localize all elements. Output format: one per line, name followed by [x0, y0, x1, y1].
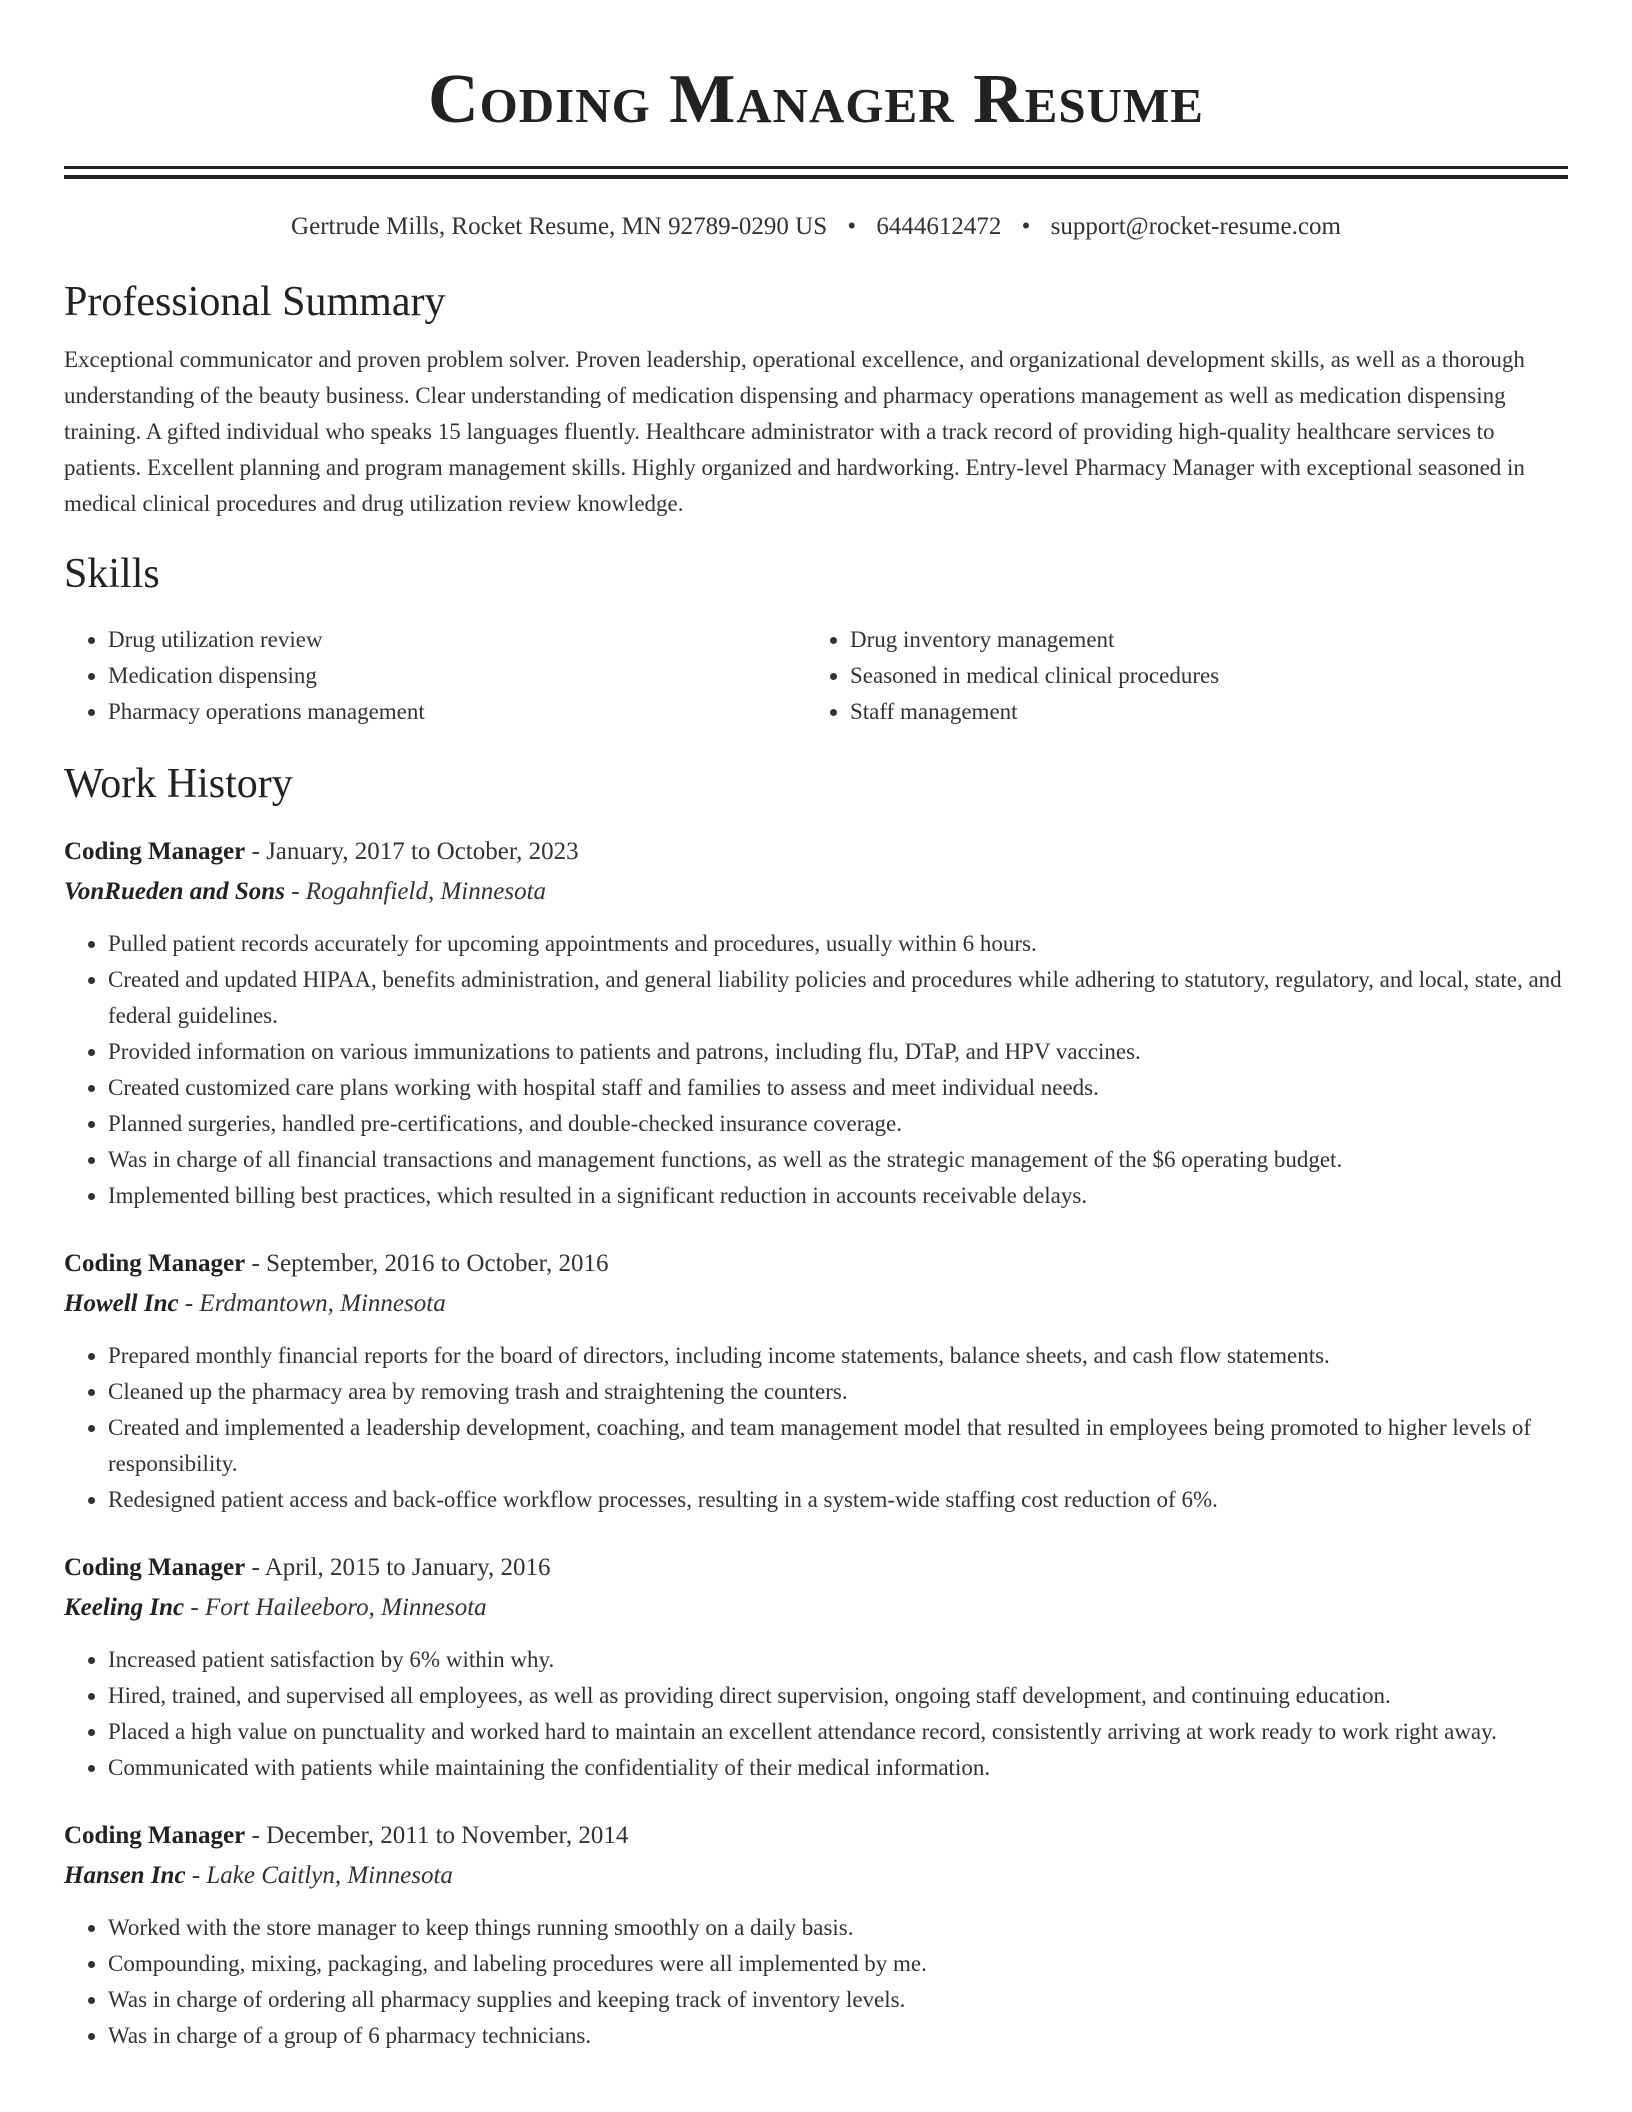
job-bullet: • Prepared monthly financial reports for the board of directors, including income statements, balance sheets, and cash flow statements.: [108, 1338, 1568, 1374]
skill-item: • Staff management: [850, 694, 1548, 730]
title-divider: [64, 166, 1568, 179]
job-dates: - April, 2015 to January, 2016: [245, 1554, 551, 1581]
job-dates: - September, 2016 to October, 2016: [245, 1250, 609, 1277]
job-title-line: [64, 834, 1568, 870]
job-bullet: • Created and updated HIPAA, benefits administration, and general liability policies and procedures while adhering to statutory, regulatory, and local, state, and federal guidelines.: [108, 962, 1568, 1034]
contact-phone: 6444612472: [876, 213, 1002, 240]
job-role: Coding Manager: [64, 1554, 246, 1581]
contact-line: [64, 210, 1568, 244]
job-company: Keeling Inc: [64, 1594, 185, 1621]
resume-page: [64, 0, 1568, 2054]
job-bullets: [64, 1910, 1568, 2054]
skills-list: [64, 622, 1568, 730]
job-bullets: [64, 926, 1568, 1214]
job-bullet: • Placed a high value on punctuality and worked hard to maintain an excellent attendance record, consistently arriving at work ready to work right away.: [108, 1714, 1568, 1750]
job-title-line: [64, 1818, 1568, 1854]
job-bullet: • Worked with the store manager to keep things running smoothly on a daily basis.: [108, 1910, 1568, 1946]
job-bullet: • Was in charge of ordering all pharmacy supplies and keeping track of inventory levels.: [108, 1982, 1568, 2018]
job-location: - Erdmantown, Minnesota: [178, 1290, 446, 1317]
job-role: Coding Manager: [64, 1822, 246, 1849]
job-bullets: [64, 1642, 1568, 1786]
job-bullet: • Cleaned up the pharmacy area by removing trash and straightening the counters.: [108, 1374, 1568, 1410]
job-bullet: • Implemented billing best practices, which resulted in a significant reduction in accounts receivable delays.: [108, 1178, 1568, 1214]
skill-item: • Medication dispensing: [108, 658, 806, 694]
job-bullet: • Pulled patient records accurately for upcoming appointments and procedures, usually within 6 hours.: [108, 926, 1568, 962]
job-entry: [64, 1246, 1568, 1518]
job-company-line: [64, 1286, 1568, 1322]
job-company: Howell Inc: [64, 1290, 179, 1317]
job-bullet: • Was in charge of all financial transactions and management functions, as well as the strategic management of the $6 operating budget.: [108, 1142, 1568, 1178]
job-company-line: [64, 1858, 1568, 1894]
skill-item: • Drug inventory management: [850, 622, 1548, 658]
skill-item: • Drug utilization review: [108, 622, 806, 658]
job-company-line: [64, 874, 1568, 910]
contact-address: Gertrude Mills, Rocket Resume, MN 92789-0290 US: [291, 213, 828, 240]
job-bullet: • Provided information on various immunizations to patients and patrons, including flu, DTaP, and HPV vaccines.: [108, 1034, 1568, 1070]
skill-item: • Seasoned in medical clinical procedures: [850, 658, 1548, 694]
job-entry: [64, 1550, 1568, 1786]
job-role: Coding Manager: [64, 838, 246, 865]
job-entry: [64, 1818, 1568, 2054]
skills-column-right: [806, 622, 1548, 730]
contact-separator: •: [847, 213, 857, 240]
work-history-heading: Work History: [64, 761, 293, 807]
job-bullet: • Was in charge of a group of 6 pharmacy technicians.: [108, 2018, 1568, 2054]
job-company: VonRueden and Sons: [64, 878, 285, 905]
summary-text: Exceptional communicator and proven problem solver. Proven leadership, operational excellence, and organizational development skills, as well as a thorough understanding of the beauty business. Clear understanding of medication dispensing and pharmacy operations management as well as medication dispensing training. A gifted individual who speaks 15 languages fluently. Healthcare administrator with a track record of providing high-quality healthcare services to patients. Excellent planning and program management skills. Highly organized and hardworking. Entry-level Pharmacy Manager with exceptional seasoned in medical clinical procedures and drug utilization review knowledge.: [64, 347, 1525, 516]
job-bullet: • Planned surgeries, handled pre-certifications, and double-checked insurance coverage.: [108, 1106, 1568, 1142]
job-location: - Lake Caitlyn, Minnesota: [185, 1862, 453, 1889]
skills-heading: Skills: [64, 551, 160, 597]
job-bullet: • Redesigned patient access and back-office workflow processes, resulting in a system-wide staffing cost reduction of 6%.: [108, 1482, 1568, 1518]
job-company-line: [64, 1590, 1568, 1626]
job-bullet: • Increased patient satisfaction by 6% within why.: [108, 1642, 1568, 1678]
job-location: - Rogahnfield, Minnesota: [284, 878, 547, 905]
skill-item: • Pharmacy operations management: [108, 694, 806, 730]
job-dates: - January, 2017 to October, 2023: [245, 838, 579, 865]
job-bullet: • Created and implemented a leadership development, coaching, and team management model that resulted in employees being promoted to higher levels of responsibility.: [108, 1410, 1568, 1482]
job-bullet: • Communicated with patients while maintaining the confidentiality of their medical information.: [108, 1750, 1568, 1786]
contact-email: support@rocket-resume.com: [1050, 213, 1341, 240]
job-bullet: • Hired, trained, and supervised all employees, as well as providing direct supervision, ongoing staff development, and continuing education.: [108, 1678, 1568, 1714]
job-title-line: [64, 1550, 1568, 1586]
job-title-line: [64, 1246, 1568, 1282]
job-entry: [64, 834, 1568, 1214]
job-bullets: [64, 1338, 1568, 1518]
job-bullet: • Compounding, mixing, packaging, and labeling procedures were all implemented by me.: [108, 1946, 1568, 1982]
job-role: Coding Manager: [64, 1250, 246, 1277]
resume-title: Coding Manager Resume: [428, 61, 1204, 138]
job-location: - Fort Haileeboro, Minnesota: [184, 1594, 487, 1621]
contact-separator: •: [1021, 213, 1031, 240]
skills-column-left: [64, 622, 806, 730]
job-company: Hansen Inc: [64, 1862, 186, 1889]
job-bullet: • Created customized care plans working with hospital staff and families to assess and meet individual needs.: [108, 1070, 1568, 1106]
job-dates: - December, 2011 to November, 2014: [245, 1822, 629, 1849]
summary-heading: Professional Summary: [64, 279, 446, 325]
